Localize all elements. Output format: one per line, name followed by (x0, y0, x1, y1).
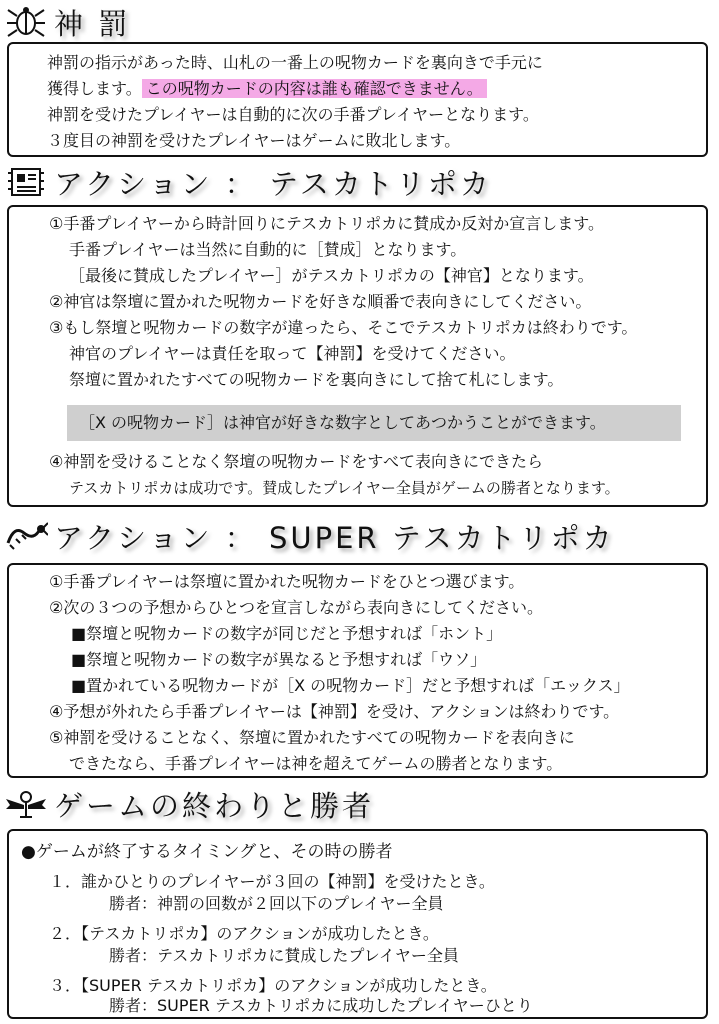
end-item-1-winner: 勝者：神罰の回数が２回以下のプレイヤー全員 (109, 894, 444, 913)
penalty-line-2-text: 獲得します。 (47, 79, 142, 98)
action-line-1: ①手番プレイヤーから時計回りにテスカトリポカに賛成か反対か宣言します。 (49, 214, 604, 233)
action-line-3: ［最後に賛成したプレイヤー］がテスカトリポカの【神官】となります。 (69, 266, 594, 285)
end-item-2-cond: ２．【テスカトリポカ】のアクションが成功したとき。 (49, 924, 439, 943)
section-header-penalty (4, 2, 130, 42)
super-box (7, 563, 708, 778)
aztec-glyph-icon (4, 165, 48, 199)
section-header-super (4, 516, 615, 556)
penalty-box (7, 42, 708, 157)
action-line-4: ②神官は祭壇に置かれた呪物カードを好きな順番で表向きにしてください。 (49, 292, 592, 311)
action-line-2: 手番プレイヤーは当然に自動的に［賛成］となります。 (69, 240, 467, 259)
penalty-line-2 (47, 78, 487, 100)
serpent-icon (4, 519, 48, 553)
super-line-5: ■置かれている呪物カードが［X の呪物カード］だと予想すれば「エックス」 (71, 676, 630, 695)
action-box (7, 205, 708, 507)
eagle-icon (4, 787, 48, 821)
end-item-3-winner: 勝者：SUPER テスカトリポカに成功したプレイヤーひとり (109, 996, 533, 1015)
super-line-8: できたなら、手番プレイヤーは神を超えてゲームの勝者となります。 (69, 754, 563, 773)
super-line-7: ⑤神罰を受けることなく、祭壇に置かれたすべての呪物カードを表向きに (49, 728, 575, 747)
section-title-penalty: 神 罰 (54, 6, 131, 41)
action-line-7: 祭壇に置かれたすべての呪物カードを裏向きにして捨て札にします。 (69, 370, 564, 389)
section-title-end: ゲームの終わりと勝者 (54, 788, 375, 823)
super-line-2: ②次の３つの予想からひとつを宣言しながら表向きにしてください。 (49, 598, 544, 617)
penalty-line-1: 神罰の指示があった時、山札の一番上の呪物カードを裏向きで手元に (47, 53, 543, 72)
end-item-3-cond: ３．【SUPER テスカトリポカ】のアクションが成功したとき。 (49, 976, 497, 995)
section-header-end (4, 784, 374, 824)
end-item-2-winner: 勝者：テスカトリポカに賛成したプレイヤー全員 (109, 946, 459, 965)
section-title-super: アクション ： SUPER テスカトリポカ (54, 520, 615, 555)
section-title-action: アクション ： テスカトリポカ (54, 166, 492, 201)
action-line-8: ④神罰を受けることなく祭壇の呪物カードをすべて表向きにできたら (49, 452, 544, 471)
end-box (7, 829, 708, 1019)
x-card-note: ［X の呪物カード］は神官が好きな数字としてあつかうことができます。 (67, 405, 681, 441)
beetle-icon (4, 5, 48, 39)
end-item-1-cond: １．誰かひとりのプレイヤーが３回の【神罰】を受けたとき。 (49, 872, 495, 891)
super-line-1: ①手番プレイヤーは祭壇に置かれた呪物カードをひとつ選びます。 (49, 572, 525, 591)
penalty-line-3: 神罰を受けたプレイヤーは自動的に次の手番プレイヤーとなります。 (47, 105, 539, 124)
super-line-3: ■祭壇と呪物カードの数字が同じだと予想すれば「ホント」 (71, 624, 503, 643)
end-heading: ●ゲームが終了するタイミングと、その時の勝者 (21, 842, 393, 862)
action-line-5: ③もし祭壇と呪物カードの数字が違ったら、そこでテスカトリポカは終わりです。 (49, 318, 638, 337)
penalty-line-4: ３度目の神罰を受けたプレイヤーはゲームに敗北します。 (47, 131, 461, 150)
penalty-highlight: この呪物カードの内容は誰も確認できません。 (142, 79, 487, 98)
super-line-6: ④予想が外れたら手番プレイヤーは【神罰】を受け、アクションは終わりです。 (49, 702, 620, 721)
section-header-action (4, 162, 492, 202)
super-line-4: ■祭壇と呪物カードの数字が異なると予想すれば「ウソ」 (71, 650, 487, 669)
action-line-6: 神官のプレイヤーは責任を取って【神罰】を受けてください。 (69, 344, 516, 363)
action-line-9: テスカトリポカは成功です。賛成したプレイヤー全員がゲームの勝者となります。 (69, 479, 620, 497)
